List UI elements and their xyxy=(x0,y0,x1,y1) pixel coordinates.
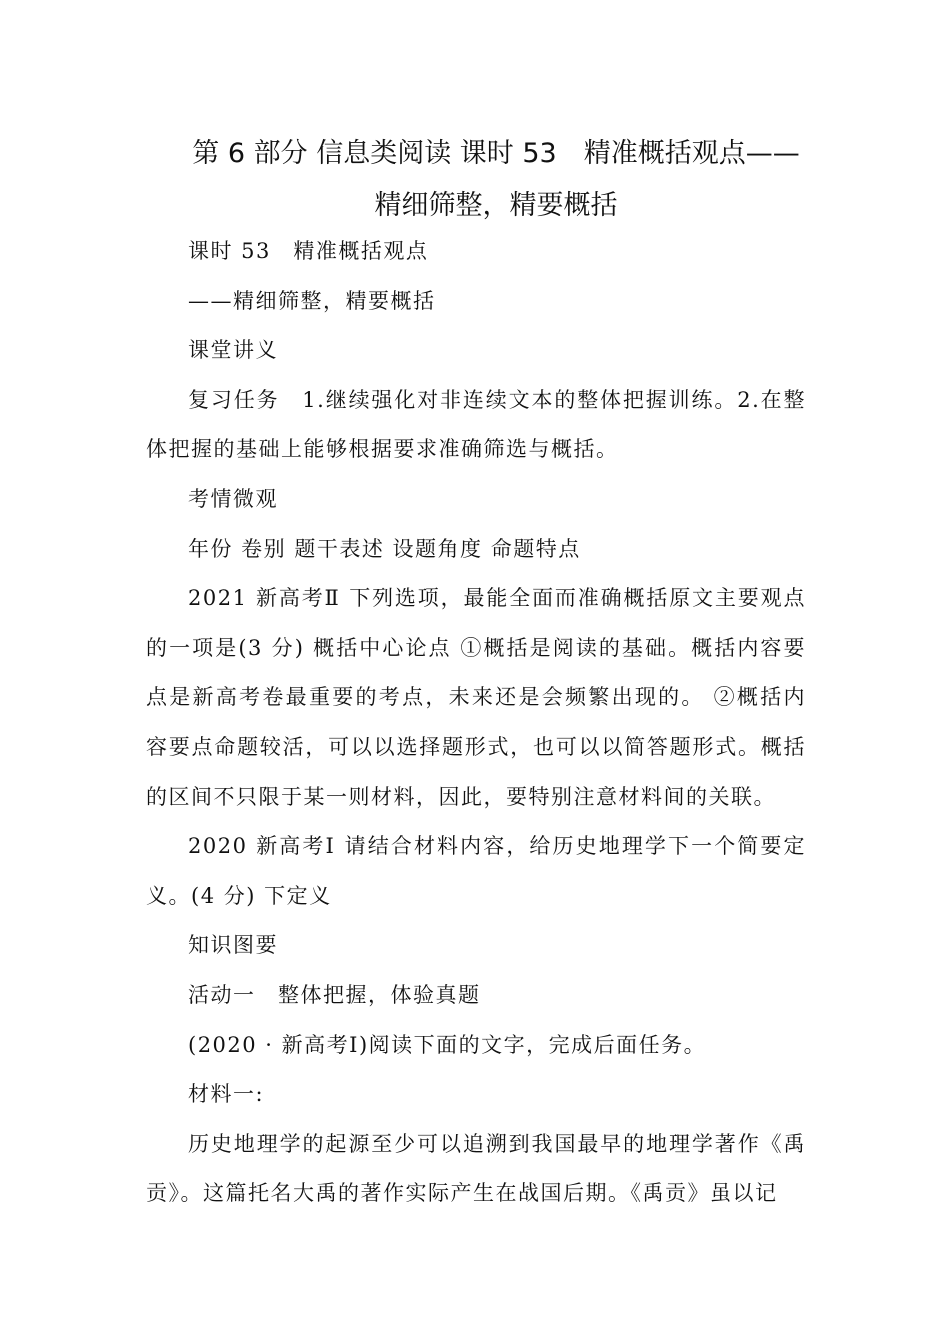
paragraph-material-one-label: 材料一: xyxy=(188,1082,265,1107)
paragraph-exam-2021: 2021 新高考Ⅱ 下列选项，最能全面而准确概括原文主要观点的一项是(3 分) 概括中心论点 ①概括是阅读的基础。概括内容要点是新高考卷最重要的考点，未来还是会频繁出现的。 ②概括内容要点命题较活，可以以选择题形式，也可以以简答题形式。概括的区间不只限于某一则材料，因此，要特别注意材料间的关联。 xyxy=(146,586,806,809)
paragraph-section-knowledge: 知识图要 xyxy=(188,933,278,958)
paragraph-exam-2020: 2020 新高考Ⅰ 请结合材料内容，给历史地理学下一个简要定义。(4 分) 下定义 xyxy=(146,834,806,908)
paragraph-section-lecture: 课堂讲义 xyxy=(188,338,278,363)
paragraph-activity-one: 活动一 整体把握，体验真题 xyxy=(188,982,481,1007)
paragraph-lesson-heading: 课时 53 精准概括观点 xyxy=(188,239,429,263)
paragraph-section-exam-trends: 考情微观 xyxy=(188,486,278,511)
paragraph-review-task: 复习任务 1.继续强化对非连续文本的整体把握训练。2.在整体把握的基础上能够根据要求准确筛选与概括。 xyxy=(146,387,806,462)
paragraph-reading-instruction: (2020 · 新高考Ⅰ)阅读下面的文字，完成后面任务。 xyxy=(188,1032,707,1057)
paragraph-table-header: 年份 卷别 题干表述 设题角度 命题特点 xyxy=(188,536,581,561)
paragraph-lesson-subtitle: ——精细筛整，精要概括 xyxy=(188,288,436,313)
document-title: 第 6 部分 信息类阅读 课时 53 精准概括观点——精细筛整，精要概括 xyxy=(192,138,800,221)
document-body xyxy=(146,227,806,1219)
paragraph-material-one-text: 历史地理学的起源至少可以追溯到我国最早的地理学著作《禹贡》。这篇托名大禹的著作实际产生在战国后期。《禹贡》虽以记 xyxy=(146,1131,806,1206)
